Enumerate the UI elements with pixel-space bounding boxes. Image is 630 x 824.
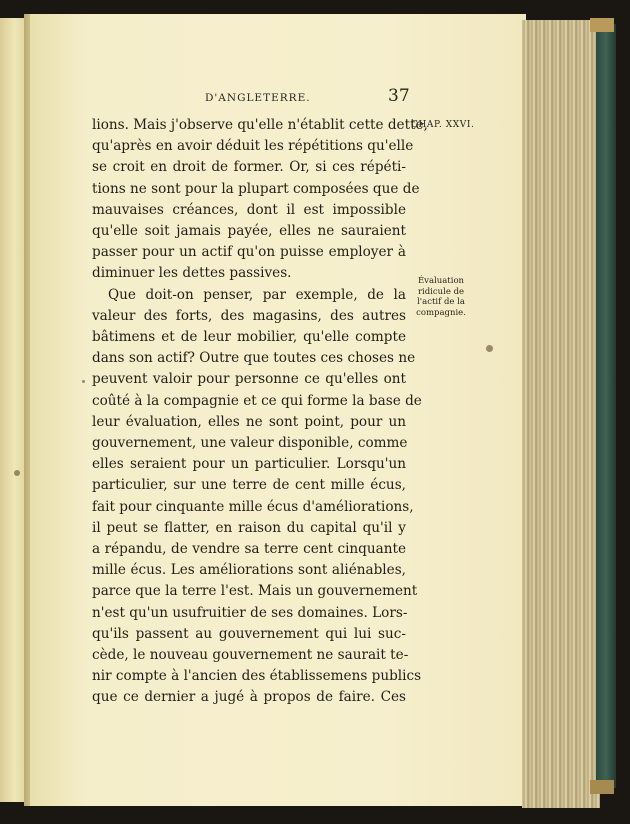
text-line: il peut se flatter, en raison du capital qu'il y bbox=[92, 519, 406, 536]
text-line: fait pour cinquante mille écus d'améliorations, bbox=[92, 498, 414, 515]
text-line: n'est qu'un usufruitier de ses domaines. Lors- bbox=[92, 604, 408, 621]
text-line: qu'après en avoir déduit les répétitions qu'elle bbox=[92, 138, 414, 155]
text-line: se croit en droit de former. Or, si ces répéti- bbox=[92, 159, 406, 176]
cover-corner-top bbox=[590, 18, 614, 32]
text-line: particulier, sur une terre de cent mille écus, bbox=[92, 477, 406, 494]
foxing-spot bbox=[82, 380, 85, 383]
running-title: D'ANGLETERRE. bbox=[205, 92, 311, 104]
text-line: coûté à la compagnie et ce qui forme la base de bbox=[92, 392, 422, 409]
margin-note bbox=[408, 276, 474, 318]
book-cover-spine bbox=[596, 24, 616, 788]
text-line: a répandu, de vendre sa terre cent cinquante bbox=[92, 541, 406, 558]
chapter-marker: CHAP. XXVI. bbox=[411, 120, 475, 130]
text-line: Que doit-on penser, par exemple, de la bbox=[108, 286, 406, 303]
text-line: mille écus. Les améliorations sont aliénables, bbox=[92, 562, 406, 579]
foxing-spot bbox=[486, 345, 493, 352]
text-line: peuvent valoir pour personne ce qu'elles ont bbox=[92, 371, 406, 388]
facing-page-edge bbox=[0, 18, 24, 802]
body-text bbox=[92, 115, 428, 709]
foxing-spot bbox=[14, 470, 20, 476]
text-line: cède, le nouveau gouvernement ne saurait te- bbox=[92, 647, 409, 664]
text-line: nir compte à l'ancien des établissemens publics bbox=[92, 668, 422, 685]
text-line: leur évaluation, elles ne sont point, pour un bbox=[92, 413, 406, 430]
text-line: gouvernement, une valeur disponible, comme bbox=[92, 435, 408, 452]
text-line: qu'elle soit jamais payée, elles ne sauraient bbox=[92, 223, 406, 240]
text-line: valeur des forts, des magasins, des autres bbox=[92, 307, 406, 324]
text-line: dans son actif? Outre que toutes ces choses ne bbox=[92, 350, 416, 367]
page-number: 37 bbox=[388, 86, 410, 106]
margin-note-line: l'actif de la bbox=[417, 297, 465, 307]
text-line: passer pour un actif qu'on puisse employer à bbox=[92, 244, 406, 261]
text-line: parce que la terre l'est. Mais un gouvernement bbox=[92, 583, 418, 600]
text-line: mauvaises créances, dont il est impossible bbox=[92, 201, 406, 218]
text-line: bâtimens et de leur mobilier, qu'elle compte bbox=[92, 329, 406, 346]
text-line: elles seraient pour un particulier. Lorsqu'un bbox=[92, 456, 406, 473]
text-line: diminuer les dettes passives. bbox=[92, 265, 292, 282]
margin-note-line: Évaluation bbox=[417, 276, 465, 286]
margin-note-line: ridicule de bbox=[417, 286, 465, 297]
text-line: qu'ils passent au gouvernement qui lui suc- bbox=[92, 625, 406, 642]
page-edges bbox=[522, 20, 600, 808]
text-line: lions. Mais j'observe qu'elle n'établit cette dette, bbox=[92, 117, 428, 133]
cover-corner-bottom bbox=[590, 780, 614, 794]
margin-note-line: compagnie. bbox=[416, 307, 466, 318]
text-line: que ce dernier a jugé à propos de faire. Ces bbox=[92, 689, 406, 706]
text-line: tions ne sont pour la plupart composées que de bbox=[92, 180, 420, 197]
